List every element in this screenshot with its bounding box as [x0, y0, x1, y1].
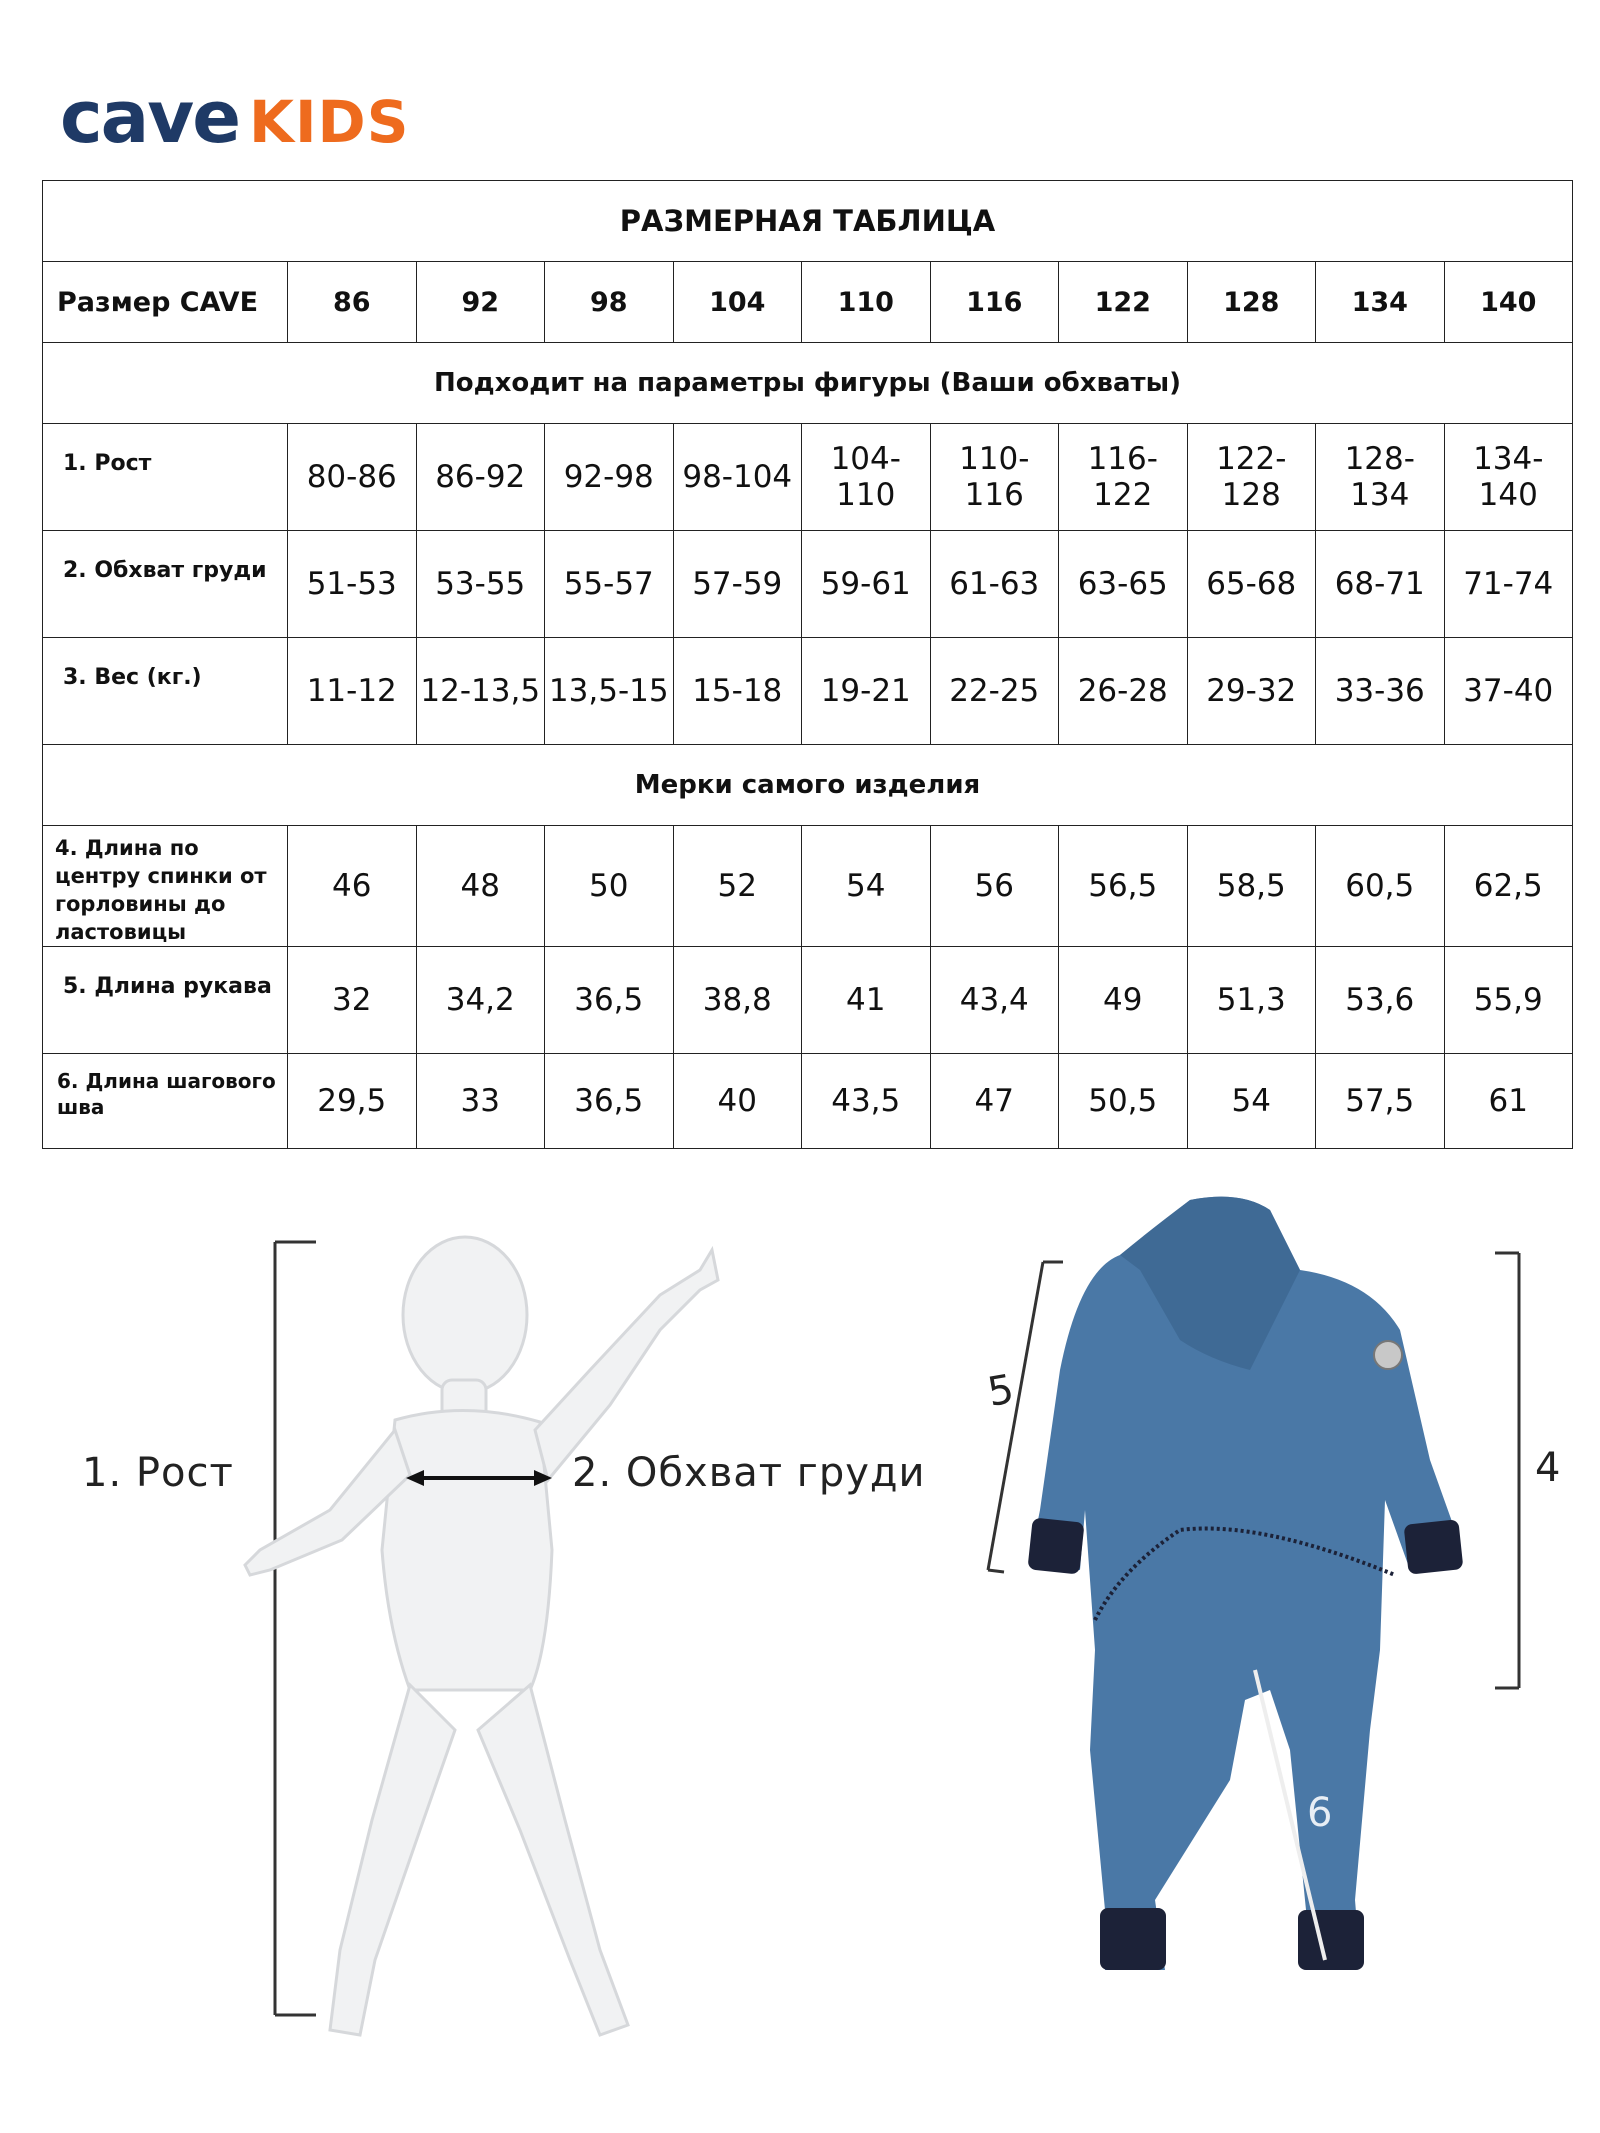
table-cell: 65-68	[1187, 531, 1316, 638]
size-cell: 110	[802, 262, 931, 343]
size-cell: 128	[1187, 262, 1316, 343]
table-cell: 26-28	[1059, 638, 1188, 745]
table-row	[43, 826, 1573, 947]
table-cell: 62,5	[1444, 826, 1573, 947]
inseam-mark: 6	[1307, 1790, 1334, 1836]
brand-logo-cave: cave	[60, 75, 240, 159]
table-cell: 51,3	[1187, 947, 1316, 1054]
table-cell: 36,5	[545, 1054, 674, 1149]
mannequin-figure	[245, 1237, 718, 2035]
row-label-height: 1. Рост	[43, 424, 288, 531]
table-cell: 52	[673, 826, 802, 947]
table-row	[43, 638, 1573, 745]
size-table	[42, 180, 1573, 1149]
table-cell: 33-36	[1316, 638, 1445, 745]
table-cell: 122-128	[1187, 424, 1316, 531]
table-cell: 49	[1059, 947, 1188, 1054]
table-cell: 38,8	[673, 947, 802, 1054]
size-cell: 92	[416, 262, 545, 343]
table-cell: 56,5	[1059, 826, 1188, 947]
chest-label: 2. Обхват груди	[572, 1450, 926, 1496]
table-title: РАЗМЕРНАЯ ТАБЛИЦА	[43, 181, 1573, 262]
table-cell: 61-63	[930, 531, 1059, 638]
table-cell: 54	[802, 826, 931, 947]
table-cell: 55,9	[1444, 947, 1573, 1054]
table-cell: 104-110	[802, 424, 931, 531]
row-label-back-length: 4. Длина по центру спинки от горловины до ластовицы	[43, 826, 288, 947]
size-cell: 140	[1444, 262, 1573, 343]
back-length-mark: 4	[1535, 1445, 1562, 1491]
row-label-weight: 3. Вес (кг.)	[43, 638, 288, 745]
size-cell: 98	[545, 262, 674, 343]
table-cell: 92-98	[545, 424, 674, 531]
table-cell: 57-59	[673, 531, 802, 638]
brand-logo-kids: KIDS	[249, 88, 410, 156]
illustration-svg	[0, 1130, 1600, 2130]
table-row	[43, 531, 1573, 638]
table-cell: 43,5	[802, 1054, 931, 1149]
table-cell: 36,5	[545, 947, 674, 1054]
table-cell: 48	[416, 826, 545, 947]
row-label-inseam: 6. Длина шагового шва	[43, 1054, 288, 1149]
table-cell: 33	[416, 1054, 545, 1149]
table-cell: 19-21	[802, 638, 931, 745]
measurement-illustration	[0, 1130, 1600, 2130]
sleeve-mark: 5	[984, 1366, 1019, 1416]
table-cell: 110-116	[930, 424, 1059, 531]
table-cell: 116-122	[1059, 424, 1188, 531]
row-label-sleeve-length: 5. Длина рукава	[43, 947, 288, 1054]
table-cell: 22-25	[930, 638, 1059, 745]
table-cell: 58,5	[1187, 826, 1316, 947]
size-cell: 134	[1316, 262, 1445, 343]
table-cell: 57,5	[1316, 1054, 1445, 1149]
brand-logo	[60, 75, 410, 159]
size-label: Размер CAVE	[43, 262, 288, 343]
section-item-measurements: Мерки самого изделия	[43, 745, 1573, 826]
table-cell: 71-74	[1444, 531, 1573, 638]
table-cell: 53,6	[1316, 947, 1445, 1054]
table-cell: 34,2	[416, 947, 545, 1054]
back-length-bracket	[1495, 1253, 1519, 1688]
size-cell: 104	[673, 262, 802, 343]
size-cell: 116	[930, 262, 1059, 343]
section-body-params: Подходит на параметры фигуры (Ваши обхваты)	[43, 343, 1573, 424]
table-cell: 86-92	[416, 424, 545, 531]
table-cell: 56	[930, 826, 1059, 947]
table-cell: 51-53	[288, 531, 417, 638]
size-header-row	[43, 262, 1573, 343]
table-cell: 98-104	[673, 424, 802, 531]
table-cell: 43,4	[930, 947, 1059, 1054]
table-cell: 134-140	[1444, 424, 1573, 531]
table-cell: 37-40	[1444, 638, 1573, 745]
table-cell: 29-32	[1187, 638, 1316, 745]
table-cell: 15-18	[673, 638, 802, 745]
table-cell: 32	[288, 947, 417, 1054]
table-cell: 54	[1187, 1054, 1316, 1149]
table-cell: 59-61	[802, 531, 931, 638]
table-cell: 29,5	[288, 1054, 417, 1149]
table-cell: 40	[673, 1054, 802, 1149]
table-cell: 13,5-15	[545, 638, 674, 745]
table-cell: 12-13,5	[416, 638, 545, 745]
table-cell: 46	[288, 826, 417, 947]
table-row	[43, 424, 1573, 531]
size-cell: 122	[1059, 262, 1188, 343]
table-cell: 53-55	[416, 531, 545, 638]
table-cell: 63-65	[1059, 531, 1188, 638]
table-cell: 68-71	[1316, 531, 1445, 638]
table-cell: 80-86	[288, 424, 417, 531]
table-row	[43, 947, 1573, 1054]
height-label: 1. Рост	[82, 1450, 234, 1496]
table-cell: 11-12	[288, 638, 417, 745]
table-cell: 47	[930, 1054, 1059, 1149]
size-cell: 86	[288, 262, 417, 343]
table-cell: 50,5	[1059, 1054, 1188, 1149]
table-cell: 60,5	[1316, 826, 1445, 947]
table-cell: 128-134	[1316, 424, 1445, 531]
row-label-chest: 2. Обхват груди	[43, 531, 288, 638]
jumpsuit-image	[1027, 1197, 1463, 1970]
height-bracket	[275, 1242, 316, 2015]
table-cell: 41	[802, 947, 931, 1054]
table-cell: 55-57	[545, 531, 674, 638]
table-cell: 61	[1444, 1054, 1573, 1149]
table-cell: 50	[545, 826, 674, 947]
